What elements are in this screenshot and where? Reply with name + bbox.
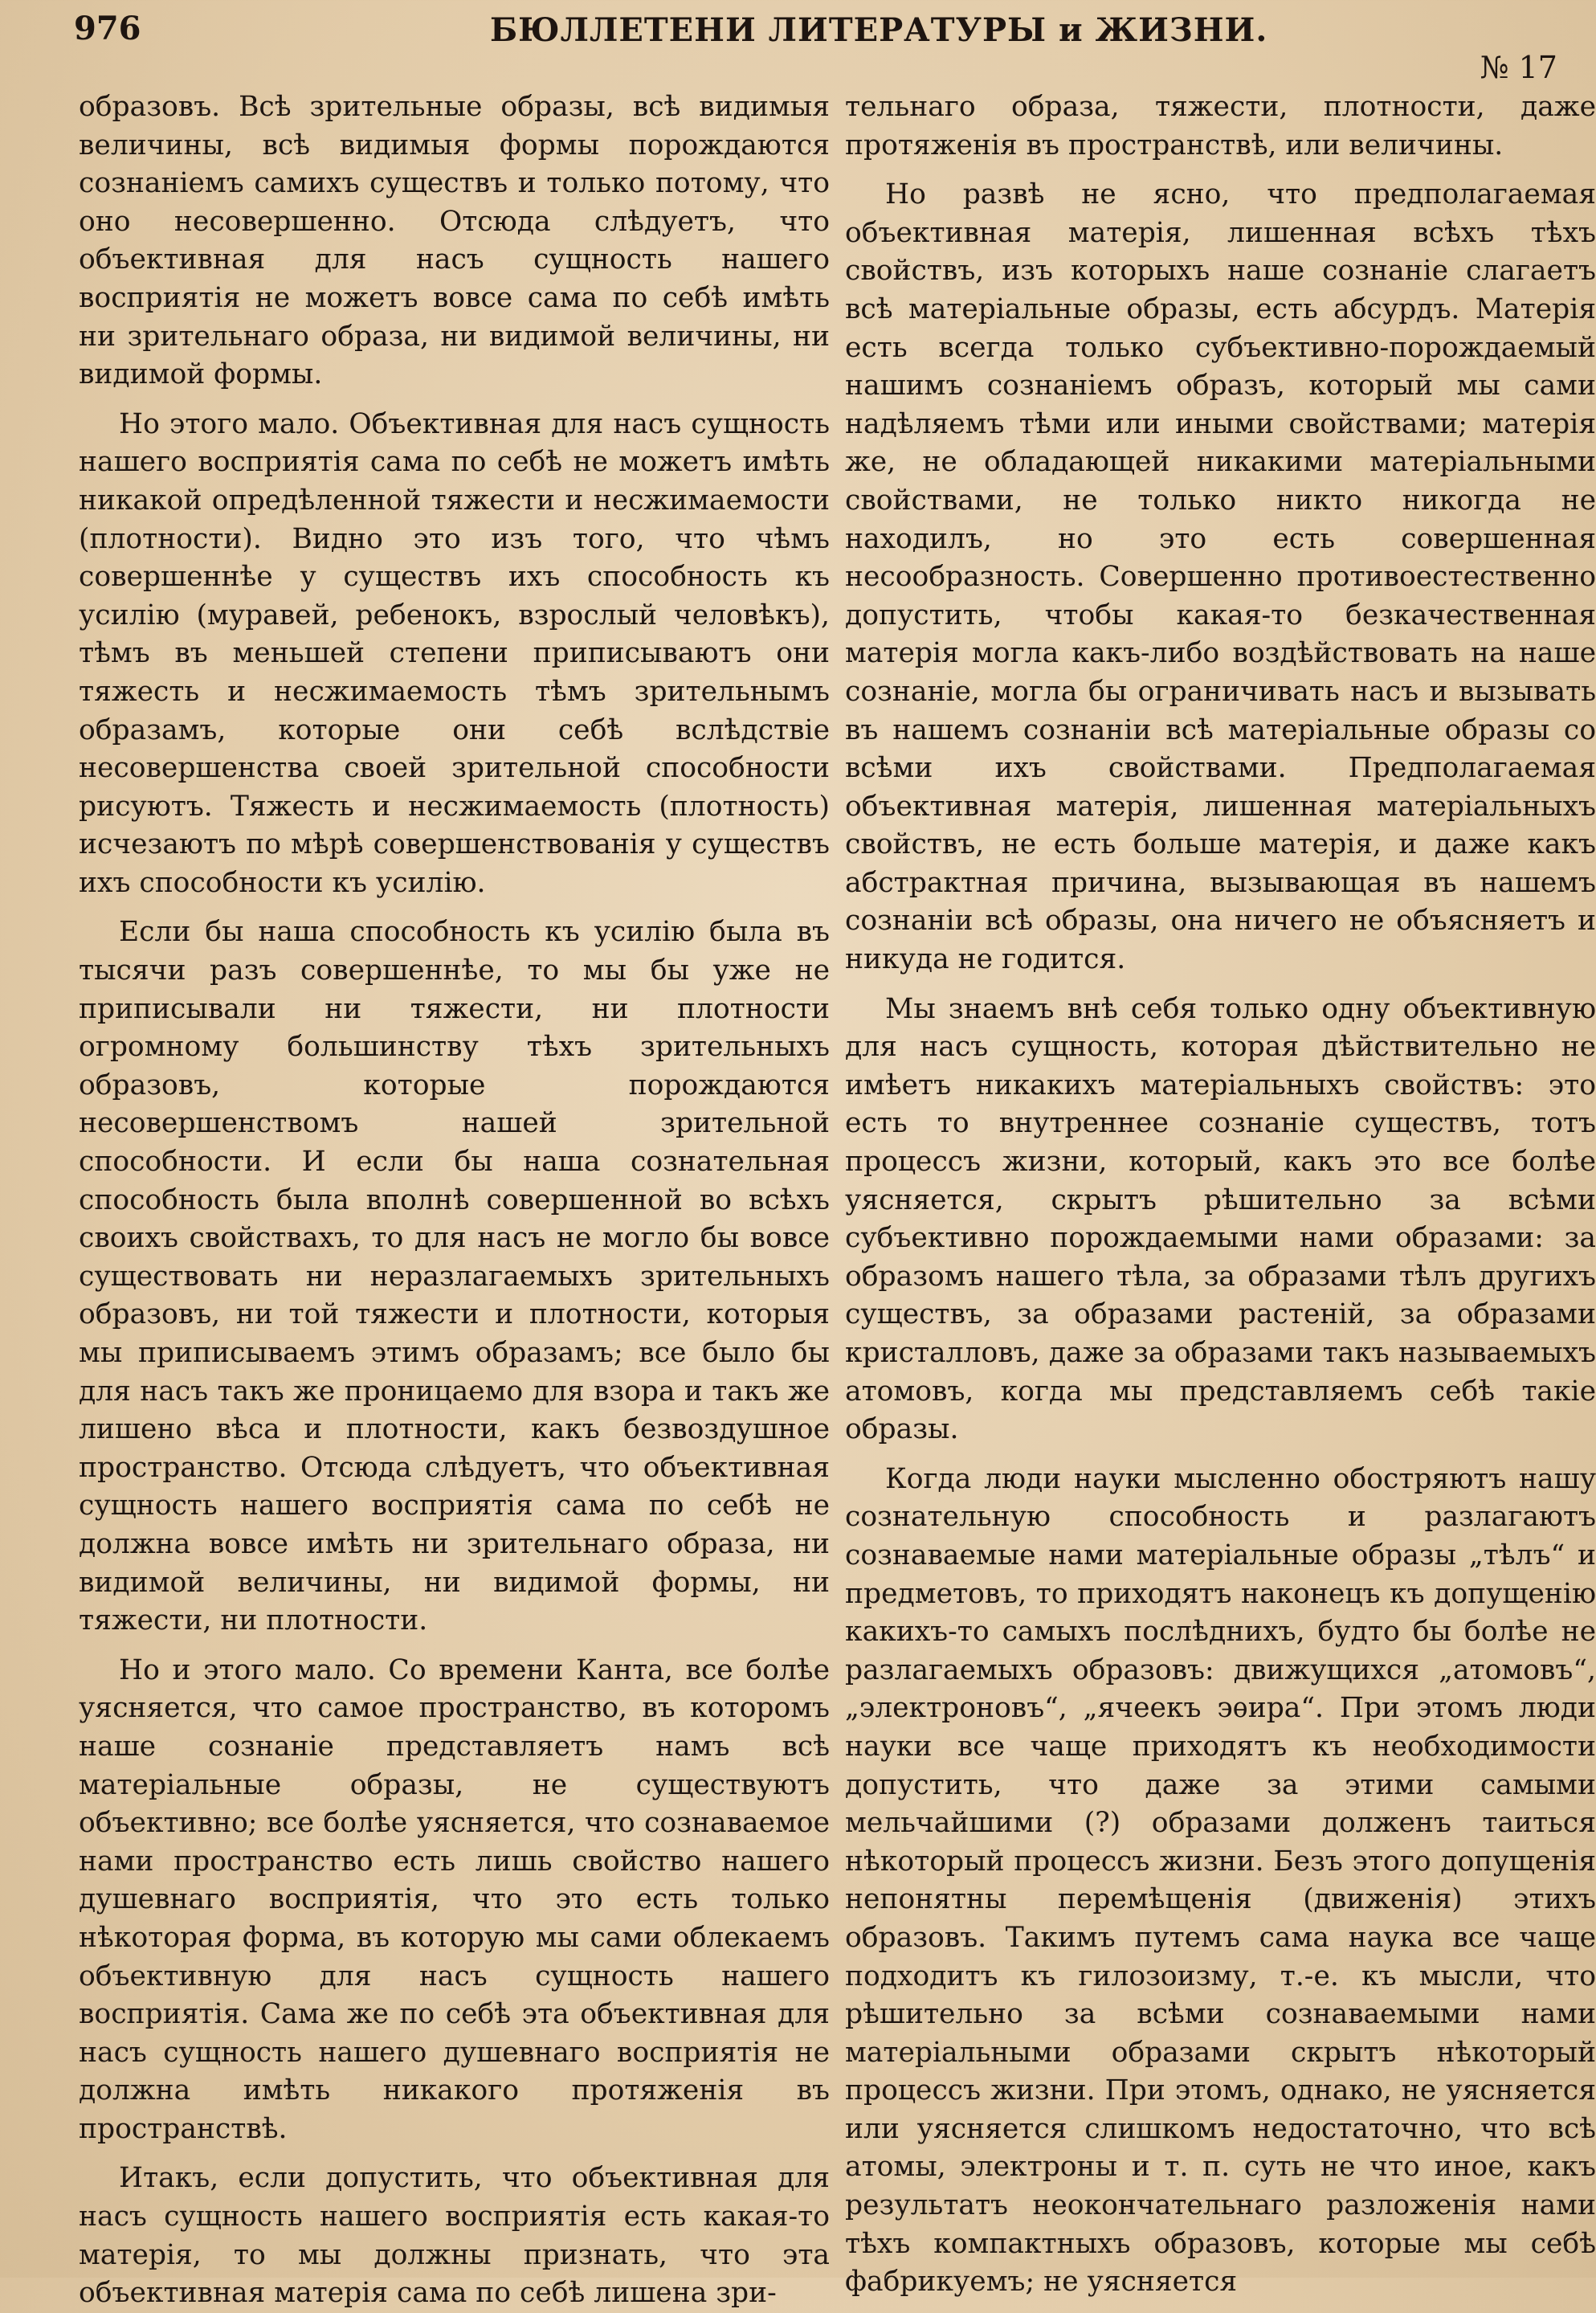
journal-title: БЮЛЛЕТЕНИ ЛИТЕРАТУРЫ и ЖИЗНИ.: [490, 11, 1268, 49]
paragraph: Но и этого мало. Со времени Канта, все болѣе уясняется, что самое пространство, въ которомъ наше сознаніе представляетъ намъ всѣ матеріальные образы, не существуютъ объективно; все болѣе уясняется, что сознаваемое нами пространство есть лишь свойство нашего душевнаго восприятія, что это есть только нѣкоторая форма, въ которую мы сами облекаемъ объективную для насъ сущность нашего восприятія. Сама же по себѣ эта объективная для насъ сущность нашего душевнаго восприятія не должна имѣть никакого протяженія въ пространствѣ.: [79, 1653, 830, 2145]
issue-number: № 17: [1480, 50, 1557, 85]
paragraph: Итакъ, если допустить, что объективная для насъ сущность нашего восприятія есть какая-то матерія, то мы должны признать, что эта объективная матерія сама по себѣ лишена зри-: [79, 2162, 830, 2310]
paragraph: Но этого мало. Объективная для насъ сущность нашего восприятія сама по себѣ не можетъ имѣть никакой опредѣленной тяжести и несжимаемости (плотности). Видно это изъ того, что чѣмъ совершеннѣе у существъ ихъ способность къ усилію (муравей, ребенокъ, взрослый человѣкъ), тѣмъ въ меньшей степени приписываютъ они тяжесть и несжимаемость тѣмъ зрительнымъ образамъ, которые они себѣ вслѣдствіе несовершенства своей зрительной способности рисуютъ. Тяжесть и несжимаемость (плотность) исчезаютъ по мѣрѣ совершенствованія у существъ ихъ способности къ усилію.: [79, 407, 830, 899]
paragraph: тельнаго образа, тяжести, плотности, даже протяженія въ пространствѣ, или величины.: [845, 91, 1596, 161]
page-number: 976: [74, 10, 141, 47]
paragraph: образовъ. Всѣ зрительные образы, всѣ видимыя величины, всѣ видимыя формы порождаются сознаніемъ самихъ существъ и только потому, что оно несовершенно. Отсюда слѣдуетъ, что объективная для насъ сущность нашего восприятія не можетъ вовсе сама по себѣ имѣть ни зрительнаго образа, ни видимой величины, ни видимой формы.: [79, 91, 830, 391]
page-header: [0, 6, 1565, 85]
paragraph: Мы знаемъ внѣ себя только одну объективную для насъ сущность, которая дѣйствительно не имѣетъ никакихъ матеріальныхъ свойствъ: это есть то внутреннее сознаніе существъ, тотъ процессъ жизни, который, какъ это все болѣе уясняется, скрытъ рѣшительно за всѣми субъективно порождаемыми нами образами: за образомъ нашего тѣла, за образами тѣлъ другихъ существъ, за образами растеній, за образами кристалловъ, даже за образами такъ называемыхъ атомовъ, когда мы представляемъ себѣ такіе образы.: [845, 992, 1596, 1446]
left-column: [79, 88, 830, 2310]
paragraph: Но развѣ не ясно, что предполагаемая объективная матерія, лишенная всѣхъ тѣхъ свойствъ, изъ которыхъ наше сознаніе слагаетъ всѣ матеріальные образы, есть абсурдъ. Матерія есть всегда только субъективно-порождаемый нашимъ сознаніемъ образъ, который мы сами надѣляемъ тѣми или иными свойствами; матерія же, не обладающей никакими матеріальными свойствами, не только никто никогда не находилъ, но это есть совершенная несообразность. Совершенно противоестественно допустить, чтобы какая-то безкачественная матерія могла какъ-либо воздѣйствовать на наше сознаніе, могла бы ограничивать насъ и вызывать въ нашемъ сознаніи всѣ матеріальные образы со всѣми ихъ свойствами. Предполагаемая объективная матерія, лишенная матеріальныхъ свойствъ, не есть больше матерія, и даже какъ абстрактная причина, вызывающая въ нашемъ сознаніи всѣ образы, она ничего не объясняетъ и никуда не годится.: [845, 178, 1596, 976]
paragraph: Когда люди науки мысленно обостряютъ нашу сознательную способность и разлагаютъ сознаваемые нами матеріальные образы „тѣлъ“ и предметовъ, то приходятъ наконецъ къ допущенію какихъ-то самыхъ послѣднихъ, будто бы болѣе не разлагаемыхъ образовъ: движущихся „атомовъ“, „электроновъ“, „ячеекъ эѳира“. При этомъ люди науки все чаще приходятъ къ необходимости допустить, что даже за этими самыми мельчайшими (?) образами долженъ таиться нѣкоторый процессъ жизни. Безъ этого допущенія непонятны перемѣщенія (движенія) этихъ образовъ. Такимъ путемъ сама наука все чаще подходитъ къ гилозоизму, т.-е. къ мысли, что рѣшительно за всѣми сознаваемыми нами матеріальными образами скрытъ нѣкоторый процессъ жизни. При этомъ, однако, не уясняется или уясняется слишкомъ недостаточно, что всѣ атомы, электроны и т. п. суть не что иное, какъ результатъ неокончательнаго разложенія нами тѣхъ компактныхъ образовъ, которые мы себѣ фабрикуемъ; не уясняется: [845, 1462, 1596, 2299]
paragraph: Если бы наша способность къ усилію была въ тысячи разъ совершеннѣе, то мы бы уже не приписывали ни тяжести, ни плотности огромному большинству тѣхъ зрительныхъ образовъ, которые порождаются несовершенствомъ нашей зрительной способности. И если бы наша сознательная способность была вполнѣ совершенной во всѣхъ своихъ свойствахъ, то для насъ не могло бы вовсе существовать ни неразлагаемыхъ зрительныхъ образовъ, ни той тяжести и плотности, которыя мы приписываемъ этимъ образамъ; все было бы для насъ такъ же проницаемо для взора и такъ же лишено вѣса и плотности, какъ безвоздушное пространство. Отсюда слѣдуетъ, что объективная сущность нашего восприятія сама по себѣ не должна вовсе имѣть ни зрительнаго образа, ни видимой величины, ни видимой формы, ни тяжести, ни плотности.: [79, 916, 830, 1637]
right-column: [845, 88, 1596, 2299]
